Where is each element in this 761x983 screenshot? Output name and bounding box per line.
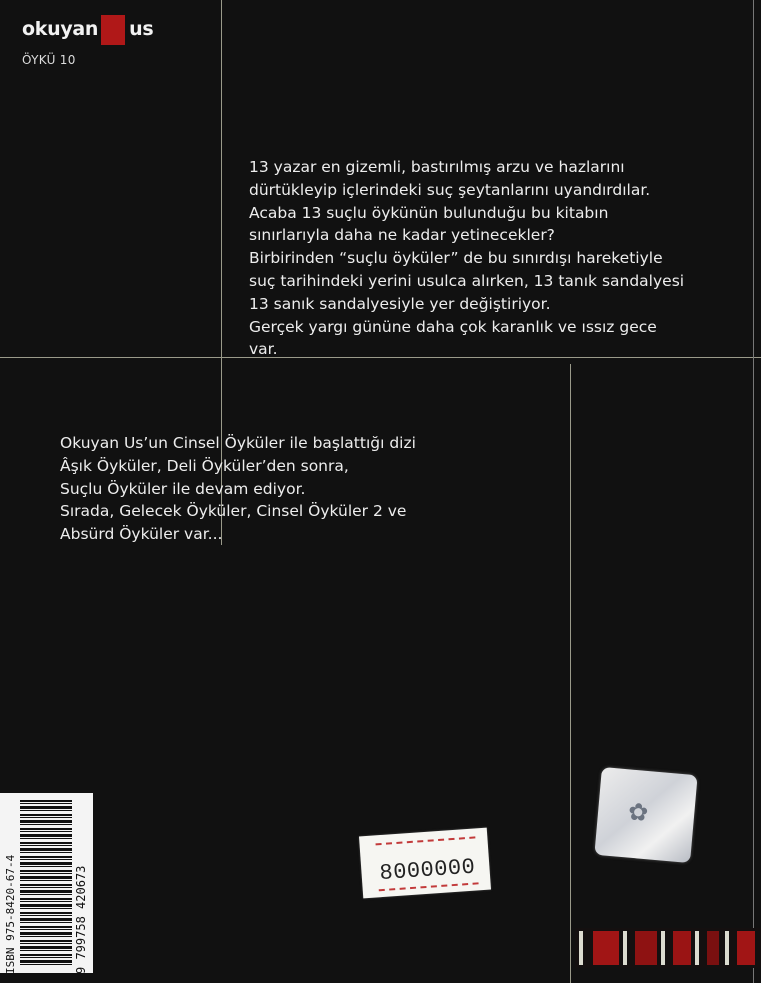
decorative-strip: [575, 928, 761, 968]
blurb-line: sınırlarıyla daha ne kadar yetinecekler?: [249, 226, 555, 245]
series-line: Suçlu Öyküler ile devam ediyor.: [60, 479, 306, 498]
series-line: Okuyan Us’un Cinsel Öyküler ile başlattığı dizi: [60, 434, 416, 452]
barcode-bars: [20, 800, 72, 968]
series-line: Absürd Öyküler var...: [60, 525, 223, 544]
price-sticker: [359, 828, 491, 899]
series-label: ÖYKÜ 10: [22, 53, 76, 67]
blurb-line: suç tarihindeki yerini usulca alırken, 13 tanık sandalyesi: [249, 271, 685, 290]
series-description: [60, 432, 540, 546]
blurb-line: 13 sanık sandalyesiyle yer değiştiriyor.: [249, 294, 551, 313]
ean-number: 9 799758 420673: [74, 865, 88, 974]
blurb-text: [249, 156, 749, 361]
logo-text-right: us: [129, 18, 154, 40]
hologram-sticker: [594, 767, 697, 863]
blurb-line: Acaba 13 suçlu öykünün bulunduğu bu kitabın: [249, 203, 609, 222]
vertical-rule-edge: [753, 0, 754, 983]
blurb-line: dürtükleyip içlerindeki suç şeytanlarını uyandırdılar.: [249, 180, 651, 199]
isbn-number: ISBN 975-8420-67-4: [4, 854, 17, 974]
vertical-rule-right: [570, 364, 571, 983]
publisher-logo: [22, 14, 153, 44]
series-line: Sırada, Gelecek Öyküler, Cinsel Öyküler 2 ve: [60, 502, 407, 521]
blurb-line: 13 yazar en gizemli, bastırılmış arzu ve hazlarını: [249, 158, 625, 176]
blurb-line: Birbirinden “suçlu öyküler” de bu sınırdışı hareketiyle: [249, 249, 663, 268]
hologram-emblem-icon: ✿: [627, 797, 650, 828]
series-line: Âşık Öyküler, Deli Öyküler’den sonra,: [60, 456, 349, 475]
blurb-line: Gerçek yargı gününe daha çok karanlık ve ıssız gece: [249, 317, 657, 336]
logo-text-left: okuyan: [22, 18, 99, 40]
logo-mark-icon: [101, 15, 125, 45]
price-value: 8000000: [378, 854, 477, 887]
blurb-line: var.: [249, 340, 278, 359]
